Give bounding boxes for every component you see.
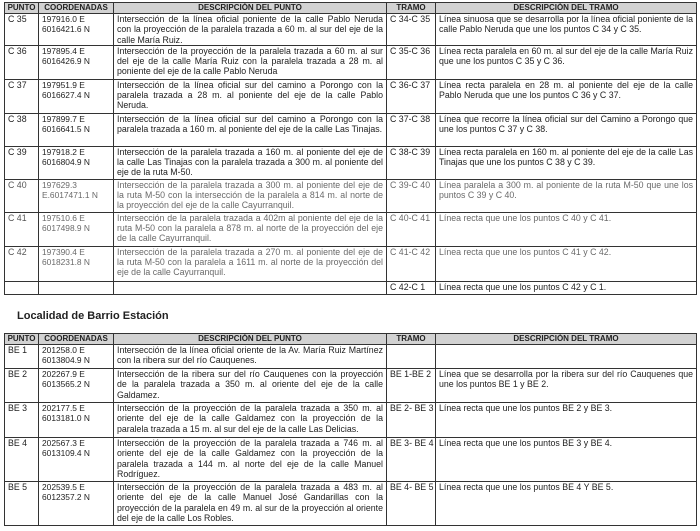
segment-description-cell: Línea paralela a 300 m. al poniente de la ruta M-50 que une los puntos C 39 y C 40. — [436, 179, 697, 212]
punto-cell: C 39 — [5, 146, 39, 179]
table-row — [5, 281, 697, 294]
segment-description-cell: Línea recta que une los puntos BE 2 y BE 3. — [436, 403, 697, 438]
segment-description-cell: Línea recta paralela en 160 m. al poniente del eje de la calle Las Tinajas que une los puntos C 38 y C 39. — [436, 146, 697, 179]
tramo-cell: BE 1-BE 2 — [387, 369, 436, 403]
tramo-cell: C 41-C 42 — [387, 246, 436, 281]
point-description-cell: Intersección de la paralela trazada a 402m al poniente del eje de la ruta M-50 con la paralela a 878 m. al norte de la proyección del eje de la calle Cayurranquil. — [114, 212, 387, 246]
header-coordenadas: COORDENADAS — [39, 334, 114, 345]
header-tramo: TRAMO — [387, 334, 436, 345]
point-description-cell: Intersección de la línea oficial sur del camino a Porongo con la paralela trazada a 160 m. al poniente del eje de la calle Las Tinajas. — [114, 113, 387, 146]
segment-description-cell: Línea recta que une los puntos C 40 y C 41. — [436, 212, 697, 246]
point-description-cell: Intersección de la línea oficial oriente de la Av. María Ruiz Martínez con la ribera sur del río Cauquenes. — [114, 345, 387, 369]
coordinates-cell: 197951.9 E 6016627.4 N — [39, 79, 114, 113]
header-descripcion-tramo: DESCRIPCIÓN DEL TRAMO — [436, 334, 697, 345]
punto-cell: C 40 — [5, 179, 39, 212]
point-description-cell: Intersección de la proyección de la paralela trazada a 746 m. al oriente del eje de la calle Galdamez con la proyección de la paralela trazada a 144 m. al norte del eje de la calle Manuel Rodríguez. — [114, 438, 387, 482]
coordinates-cell: 202539.5 E 6012357.2 N — [39, 482, 114, 526]
section-title: Localidad de Barrio Estación — [17, 310, 169, 322]
coordinates-cell: 202267.9 E 6013565.2 N — [39, 369, 114, 403]
tramo-cell: C 34-C 35 — [387, 14, 436, 46]
header-punto: PUNTO — [5, 3, 39, 14]
table-row — [5, 179, 697, 212]
header-punto: PUNTO — [5, 334, 39, 345]
header-descripcion-punto: DESCRIPCIÓN DEL PUNTO — [114, 3, 387, 14]
table-row — [5, 212, 697, 246]
segment-description-cell: Línea recta que une los puntos C 42 y C 1. — [436, 281, 697, 294]
table-row — [5, 146, 697, 179]
coordinates-cell: 197899.7 E 6016641.5 N — [39, 113, 114, 146]
point-description-cell: Intersección de la paralela trazada a 270 m. al poniente del eje de la ruta M-50 con la paralela a 1611 m. al norte de la proyección del eje de la calle Cayurranquil. — [114, 246, 387, 281]
table-row — [5, 369, 697, 403]
table-row — [5, 79, 697, 113]
header-coordenadas: COORDENADAS — [39, 3, 114, 14]
coordinates-cell: 197895.4 E 6016426.9 N — [39, 45, 114, 79]
table-header-row — [5, 3, 697, 14]
segment-description-cell — [436, 345, 697, 369]
tramo-cell: C 40-C 41 — [387, 212, 436, 246]
coordinates-cell: 201258.0 E 6013804.9 N — [39, 345, 114, 369]
coordinates-cell: 197390.4 E 6018231.8 N — [39, 246, 114, 281]
point-description-cell: Intersección de la paralela trazada a 160 m. al poniente del eje de la calle Las Tinajas con la paralela trazada a 300 m. al poniente del eje de la ruta M-50. — [114, 146, 387, 179]
coordinates-cell: 202177.5 E 6013181.0 N — [39, 403, 114, 438]
table-header-row — [5, 334, 697, 345]
tramo-cell: C 38-C 39 — [387, 146, 436, 179]
table-row — [5, 45, 697, 79]
punto-cell: C 42 — [5, 246, 39, 281]
header-tramo: TRAMO — [387, 3, 436, 14]
table-row — [5, 403, 697, 438]
point-description-cell: Intersección de la proyección de la paralela trazada a 483 m. al oriente del eje de la calle Manuel José Gandarillas con la proyección de la paralela en 49 m. al sur de la proyección al oriente del eje de la calle Los Robles. — [114, 482, 387, 526]
point-description-cell: Intersección de la línea oficial poniente de la calle Pablo Neruda con la proyección de la paralela trazada a 60 m. al sur del eje de la calle María Ruiz. — [114, 14, 387, 46]
tramo-cell — [387, 345, 436, 369]
table-row — [5, 438, 697, 482]
limits-table-lower — [4, 333, 697, 526]
punto-cell: BE 5 — [5, 482, 39, 526]
point-description-cell: Intersección de la proyección de la paralela trazada a 60 m. al sur del eje de la calle María Ruiz con la paralela trazada a 28 m. al poniente del eje de la calle Pablo Neruda — [114, 45, 387, 79]
punto-cell — [5, 281, 39, 294]
tramo-cell: C 39-C 40 — [387, 179, 436, 212]
coordinates-cell — [39, 281, 114, 294]
segment-description-cell: Línea recta que une los puntos BE 4 Y BE 5. — [436, 482, 697, 526]
point-description-cell: Intersección de la ribera sur del río Cauquenes con la proyección de la paralela trazada a 350 m. al oriente del eje de la calle Galdamez. — [114, 369, 387, 403]
point-description-cell — [114, 281, 387, 294]
segment-description-cell: Línea sinuosa que se desarrolla por la línea oficial poniente de la calle Pablo Neruda que une los puntos C 34 y C 35. — [436, 14, 697, 46]
tramo-cell: BE 3- BE 4 — [387, 438, 436, 482]
tramo-cell: C 37-C 38 — [387, 113, 436, 146]
segment-description-cell: Línea que se desarrolla por la ribera sur del río Cauquenes que une los puntos BE 1 y BE 2. — [436, 369, 697, 403]
table-row — [5, 482, 697, 526]
segment-description-cell: Línea recta que une los puntos C 41 y C 42. — [436, 246, 697, 281]
point-description-cell: Intersección de la proyección de la paralela trazada a 350 m. al oriente del eje de la calle Galdamez con la proyección de la paralela trazada a 15 m. al sur del eje de la calle Las Delicias. — [114, 403, 387, 438]
table-row — [5, 246, 697, 281]
limits-table-upper — [4, 2, 697, 295]
coordinates-cell: 197629.3 E.6017471.1 N — [39, 179, 114, 212]
tramo-cell: C 42-C 1 — [387, 281, 436, 294]
tramo-cell: BE 2- BE 3 — [387, 403, 436, 438]
punto-cell: C 41 — [5, 212, 39, 246]
punto-cell: C 36 — [5, 45, 39, 79]
segment-description-cell: Línea recta paralela en 60 m. al sur del eje de la calle María Ruiz que une los puntos C 35 y C 36. — [436, 45, 697, 79]
punto-cell: BE 2 — [5, 369, 39, 403]
tramo-cell: BE 4- BE 5 — [387, 482, 436, 526]
punto-cell: C 35 — [5, 14, 39, 46]
coordinates-cell: 202567.3 E 6013109.4 N — [39, 438, 114, 482]
coordinates-cell: 197510.6 E 6017498.9 N — [39, 212, 114, 246]
coordinates-cell: 197916.0 E 6016421.6 N — [39, 14, 114, 46]
segment-description-cell: Línea recta paralela en 28 m. al poniente del eje de la calle Pablo Neruda que une los puntos C 36 y C 37. — [436, 79, 697, 113]
table-row — [5, 345, 697, 369]
coordinates-cell: 197918.2 E 6016804.9 N — [39, 146, 114, 179]
punto-cell: C 37 — [5, 79, 39, 113]
header-descripcion-tramo: DESCRIPCIÓN DEL TRAMO — [436, 3, 697, 14]
point-description-cell: Intersección de la línea oficial sur del camino a Porongo con la paralela trazada a 28 m. al poniente del eje de la calle Pablo Neruda. — [114, 79, 387, 113]
punto-cell: BE 4 — [5, 438, 39, 482]
table-row — [5, 113, 697, 146]
segment-description-cell: Línea recta que une los puntos BE 3 y BE 4. — [436, 438, 697, 482]
tramo-cell: C 36-C 37 — [387, 79, 436, 113]
punto-cell: BE 3 — [5, 403, 39, 438]
table-row — [5, 14, 697, 46]
tramo-cell: C 35-C 36 — [387, 45, 436, 79]
point-description-cell: Intersección de la paralela trazada a 300 m. al poniente del eje de la ruta M-50 con la intersección de la paralela a 814 m. al norte de la proyección del eje de la calle Cayurranquil. — [114, 179, 387, 212]
punto-cell: BE 1 — [5, 345, 39, 369]
punto-cell: C 38 — [5, 113, 39, 146]
header-descripcion-punto: DESCRIPCIÓN DEL PUNTO — [114, 334, 387, 345]
segment-description-cell: Línea que recorre la línea oficial sur del Camino a Porongo que une los puntos C 37 y C 38. — [436, 113, 697, 146]
